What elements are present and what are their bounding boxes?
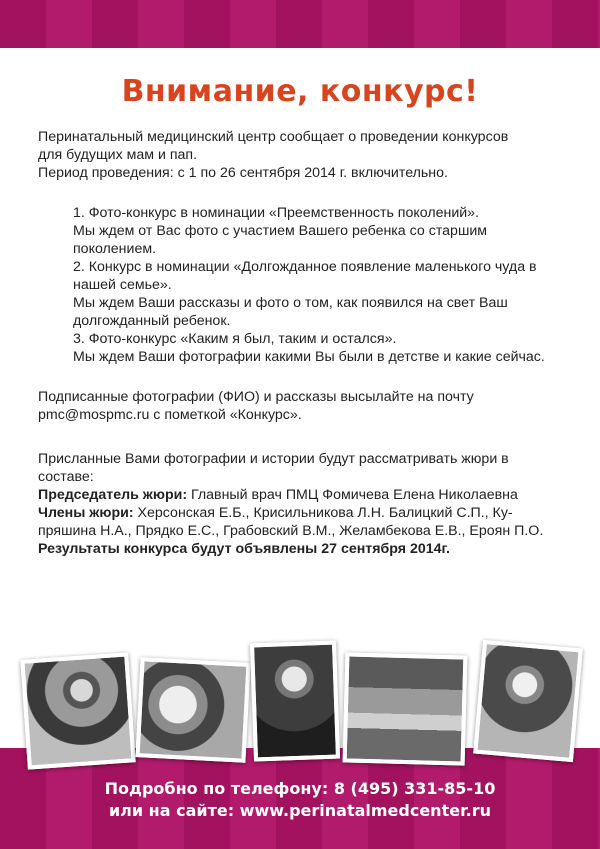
period-text: Период проведения: с 1 по 26 сентября 2014 г. включительно.: [38, 165, 448, 181]
page-title: Внимание, конкурс!: [121, 74, 479, 109]
jury-chair: [38, 486, 568, 504]
results-announcement: Результаты конкурса будут объявлены 27 сентября 2014г.: [38, 541, 450, 557]
footer-contacts: [0, 778, 600, 822]
intro-line-2: для будущих мам и пап.: [38, 147, 198, 163]
submit-line-2: pmc@mospmc.ru с пометкой «Конкурс».: [38, 407, 302, 423]
photo-collage: [0, 630, 600, 760]
photo-baby: [135, 657, 250, 763]
photo-child-at-table: [473, 640, 583, 762]
submit-line-1: Подписанные фотографии (ФИО) и рассказы высылайте на почту: [38, 389, 474, 405]
contest-list: [38, 204, 568, 366]
photo-father-child: [20, 652, 135, 769]
contest-1-heading: 1. Фото-конкурс в номинации «Преемственность поколений».: [73, 205, 479, 221]
photo-children-outdoors: [343, 652, 468, 765]
top-decorative-band: [0, 0, 600, 48]
jury-members: [38, 504, 568, 540]
intro-line-1: Перинатальный медицинский центр сообщает о проведении конкурсов: [38, 129, 509, 145]
contest-3-heading: 3. Фото-конкурс «Каким я был, таким и остался».: [73, 331, 397, 347]
photo-toddler: [250, 641, 340, 762]
footer-site: или на сайте: www.perinatalmedcenter.ru: [108, 801, 492, 820]
jury-chair-value: Главный врач ПМЦ Фомичева Елена Николаевна: [187, 487, 518, 503]
contest-2-heading: 2. Конкурс в номинации «Долгожданное появление маленького чуда в нашей семье».: [73, 259, 537, 293]
footer-phone: Подробно по телефону: 8 (495) 331-85-10: [104, 779, 496, 798]
contest-2-text: Мы ждем Ваши рассказы и фото о том, как появился на свет Ваш долгожданный ребенок.: [73, 295, 508, 329]
jury-intro: Присланные Вами фотографии и истории будут рассматривать жюри в составе:: [38, 451, 509, 485]
jury-members-label: Члены жюри:: [38, 505, 134, 521]
main-content: [38, 128, 568, 558]
jury-members-value: Херсонская Е.Б., Крисильникова Л.Н. Балицкий С.П., Ку-пряшина Н.А., Прядко Е.С., Грабовский В.М., Желамбекова Е.В., Ероян П.О.: [38, 505, 544, 539]
contest-1-text: Мы ждем от Вас фото с участием Вашего ребенка со старшим поколением.: [73, 223, 487, 257]
jury-chair-label: Председатель жюри:: [38, 487, 188, 503]
contest-3-text: Мы ждем Ваши фотографии какими Вы были в детстве и какие сейчас.: [73, 349, 545, 365]
